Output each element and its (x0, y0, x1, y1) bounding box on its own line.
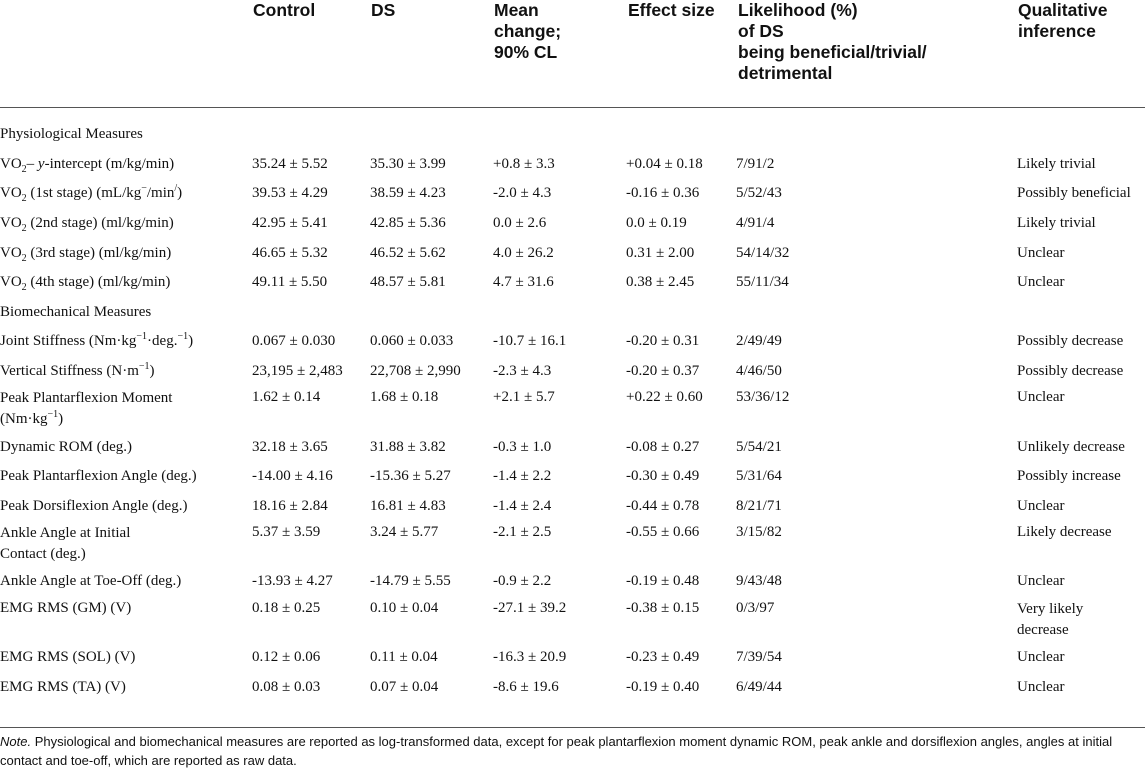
header-effect-size: Effect size (628, 0, 715, 20)
row-label: Peak Dorsiflexion Angle (deg.) (0, 497, 188, 514)
table-row (0, 238, 1145, 268)
cell-likelihood: 2/49/49 (736, 333, 782, 350)
table-row (0, 432, 1145, 462)
cell-likelihood: 8/21/71 (736, 497, 782, 514)
cell-inference: Unclear (1017, 678, 1065, 695)
row-label: Joint Stiffness $(Nm\cdot kg^{-1}\cdot deg.^{-1})$ (0, 331, 194, 350)
cell-inference: Likely trivial (1017, 155, 1096, 172)
cell-ds: 38.59 ± 4.23 (370, 185, 446, 202)
cell-mean-change: 0.0 ± 2.6 (493, 215, 547, 232)
row-label: Ankle Angle at Toe-Off (deg.) (0, 573, 182, 590)
header-ds: DS (371, 0, 396, 20)
cell-ds: 0.10 ± 0.04 (370, 599, 439, 616)
row-label: $VO_2$ (2nd stage) (ml/kg/min) (0, 215, 174, 235)
table-row (0, 521, 1145, 567)
cell-ds: 0.060 ± 0.033 (370, 333, 454, 350)
row-label: $VO_2-$ y-intercept (m/kg/min) (0, 155, 175, 175)
cell-likelihood: 7/39/54 (736, 649, 782, 666)
cell-control: 18.16 ± 2.84 (252, 497, 328, 514)
cell-likelihood: 7/91/2 (736, 155, 775, 172)
cell-control: -13.93 ± 4.27 (252, 573, 333, 590)
cell-control: 0.12 ± 0.06 (252, 649, 321, 666)
header-likelihood: Likelihood (%) of DS being beneficial/trivial/ detrimental (738, 0, 927, 83)
cell-inference: Possibly beneficial (1017, 185, 1131, 202)
cell-inference: Unclear (1017, 573, 1065, 590)
cell-effect-size: 0.31 ± 2.00 (626, 244, 695, 261)
cell-ds: 22,708 ± 2,990 (370, 363, 461, 380)
cell-mean-change: -1.4 ± 2.2 (493, 468, 552, 485)
cell-likelihood: 54/14/32 (736, 244, 790, 261)
table-header (0, 0, 1145, 107)
cell-likelihood: 9/43/48 (736, 573, 782, 590)
cell-control: 0.18 ± 0.25 (252, 599, 321, 616)
cell-inference: Unclear (1017, 274, 1065, 291)
table-row (0, 268, 1145, 298)
cell-ds: 16.81 ± 4.83 (370, 497, 446, 514)
cell-inference: Possibly decrease (1017, 363, 1124, 380)
table-row (0, 672, 1145, 702)
cell-mean-change: -2.0 ± 4.3 (493, 185, 552, 202)
cell-control: 32.18 ± 3.65 (252, 438, 328, 455)
table-note (0, 732, 1145, 770)
cell-ds: -14.79 ± 5.55 (370, 573, 451, 590)
cell-control: 49.11 ± 5.50 (252, 274, 328, 291)
header-control: Control (253, 0, 316, 20)
cell-effect-size: -0.30 ± 0.49 (626, 468, 700, 485)
cell-likelihood: 55/11/34 (736, 274, 789, 291)
cell-control: 42.95 ± 5.41 (252, 215, 328, 232)
cell-inference: Likely decrease (1017, 524, 1112, 541)
cell-inference: Unclear (1017, 389, 1065, 406)
cell-control: 0.08 ± 0.03 (252, 678, 321, 695)
table-row (0, 386, 1145, 432)
cell-mean-change: -27.1 ± 39.2 (493, 599, 567, 616)
cell-likelihood: 5/52/43 (736, 185, 782, 202)
table-row (0, 357, 1145, 387)
cell-likelihood: 53/36/12 (736, 389, 790, 406)
cell-mean-change: 4.7 ± 31.6 (493, 274, 554, 291)
cell-mean-change: -2.3 ± 4.3 (493, 363, 552, 380)
cell-inference: Likely trivial (1017, 215, 1096, 232)
cell-effect-size: -0.20 ± 0.37 (626, 363, 700, 380)
cell-mean-change: -16.3 ± 20.9 (493, 649, 567, 666)
cell-inference: Possibly decrease (1017, 333, 1124, 350)
cell-likelihood: 5/54/21 (736, 438, 782, 455)
header-qualitative-inference: Qualitative inference (1018, 0, 1108, 41)
row-label: Peak Plantarflexion Moment $(Nm\cdot kg^{-1})$ (0, 390, 173, 428)
cell-effect-size: -0.44 ± 0.78 (626, 497, 700, 514)
cell-likelihood: 3/15/82 (736, 524, 782, 541)
row-label: EMG RMS (TA) (V) (0, 678, 126, 695)
cell-mean-change: +2.1 ± 5.7 (493, 389, 555, 406)
cell-control: 23,195 ± 2,483 (252, 363, 343, 380)
cell-control: 35.24 ± 5.52 (252, 155, 328, 172)
table-row (0, 567, 1145, 597)
cell-mean-change: +0.8 ± 3.3 (493, 155, 555, 172)
cell-mean-change: -8.6 ± 19.6 (493, 678, 559, 695)
footer-rule (0, 727, 1145, 728)
cell-ds: 0.11 ± 0.04 (370, 649, 438, 666)
cell-inference: Possibly increase (1017, 468, 1121, 485)
cell-ds: 42.85 ± 5.36 (370, 215, 446, 232)
note-text: Physiological and biomechanical measures are reported as log-transformed data, except for peak plantarflexion moment dynamic ROM, peak ankle and dorsiflexion angles, angles at initial contact and toe-off, which are reported as raw data. (0, 734, 1113, 768)
cell-mean-change: -0.9 ± 2.2 (493, 573, 552, 590)
cell-control: 1.62 ± 0.14 (252, 389, 321, 406)
table-row (0, 209, 1145, 239)
cell-effect-size: -0.20 ± 0.31 (626, 333, 700, 350)
section-physiological: Physiological Measures (0, 126, 143, 143)
table-row (0, 327, 1145, 357)
cell-control: -14.00 ± 4.16 (252, 468, 333, 485)
row-label: Dynamic ROM (deg.) (0, 438, 133, 455)
section-row (0, 120, 1145, 150)
results-table (0, 120, 1145, 702)
cell-inference: Unlikely decrease (1017, 438, 1125, 455)
cell-mean-change: 4.0 ± 26.2 (493, 244, 554, 261)
cell-effect-size: -0.16 ± 0.36 (626, 185, 700, 202)
cell-inference: Unclear (1017, 649, 1065, 666)
cell-effect-size: +0.04 ± 0.18 (626, 155, 703, 172)
cell-effect-size: -0.19 ± 0.40 (626, 678, 700, 695)
row-label: $VO_2$ (3rd stage) (ml/kg/min) (0, 244, 172, 264)
table-row (0, 179, 1145, 209)
table-row (0, 492, 1145, 522)
row-label: $VO_2$ (4th stage) (ml/kg/min) (0, 274, 171, 294)
cell-effect-size: -0.19 ± 0.48 (626, 573, 700, 590)
cell-effect-size: -0.38 ± 0.15 (626, 599, 700, 616)
table-row (0, 462, 1145, 492)
cell-inference: Unclear (1017, 497, 1065, 514)
cell-ds: 46.52 ± 5.62 (370, 244, 446, 261)
cell-likelihood: 0/3/97 (736, 599, 775, 616)
cell-inference: Very likely decrease (1017, 600, 1084, 638)
cell-mean-change: -0.3 ± 1.0 (493, 438, 552, 455)
cell-effect-size: 0.0 ± 0.19 (626, 215, 687, 232)
cell-effect-size: 0.38 ± 2.45 (626, 274, 695, 291)
cell-control: 46.65 ± 5.32 (252, 244, 328, 261)
section-row (0, 298, 1145, 328)
row-label: EMG RMS (GM) (V) (0, 599, 132, 616)
cell-likelihood: 4/91/4 (736, 215, 775, 232)
cell-control: 0.067 ± 0.030 (252, 333, 336, 350)
cell-mean-change: -10.7 ± 16.1 (493, 333, 567, 350)
cell-ds: 3.24 ± 5.77 (370, 524, 439, 541)
cell-ds: 0.07 ± 0.04 (370, 678, 439, 695)
table-row (0, 150, 1145, 180)
cell-ds: 1.68 ± 0.18 (370, 389, 439, 406)
row-label: Peak Plantarflexion Angle (deg.) (0, 468, 197, 485)
header-mean-change: Mean change; 90% CL (494, 0, 562, 62)
header-rule (0, 107, 1145, 108)
cell-likelihood: 4/46/50 (736, 363, 782, 380)
cell-ds: 31.88 ± 3.82 (370, 438, 446, 455)
cell-effect-size: -0.55 ± 0.66 (626, 524, 700, 541)
cell-likelihood: 6/49/44 (736, 678, 782, 695)
cell-control: 5.37 ± 3.59 (252, 524, 321, 541)
cell-mean-change: -1.4 ± 2.4 (493, 497, 552, 514)
row-label: Vertical Stiffness $(N\cdot m^{-1})$ (0, 361, 155, 380)
note-label: Note. (0, 734, 32, 749)
row-label: Ankle Angle at Initial Contact (deg.) (0, 525, 131, 563)
cell-effect-size: -0.23 ± 0.49 (626, 649, 700, 666)
cell-ds: 35.30 ± 3.99 (370, 155, 446, 172)
cell-ds: -15.36 ± 5.27 (370, 468, 451, 485)
row-label: $VO_2$ (1st stage) (mL/kg−/min/) (0, 183, 183, 205)
table-row (0, 643, 1145, 673)
cell-ds: 48.57 ± 5.81 (370, 274, 446, 291)
section-biomechanical: Biomechanical Measures (0, 303, 152, 320)
cell-inference: Unclear (1017, 244, 1065, 261)
row-label: EMG RMS (SOL) (V) (0, 649, 136, 666)
cell-effect-size: +0.22 ± 0.60 (626, 389, 703, 406)
cell-likelihood: 5/31/64 (736, 468, 782, 485)
table-row (0, 597, 1145, 643)
cell-effect-size: -0.08 ± 0.27 (626, 438, 700, 455)
cell-mean-change: -2.1 ± 2.5 (493, 524, 552, 541)
cell-control: 39.53 ± 4.29 (252, 185, 328, 202)
